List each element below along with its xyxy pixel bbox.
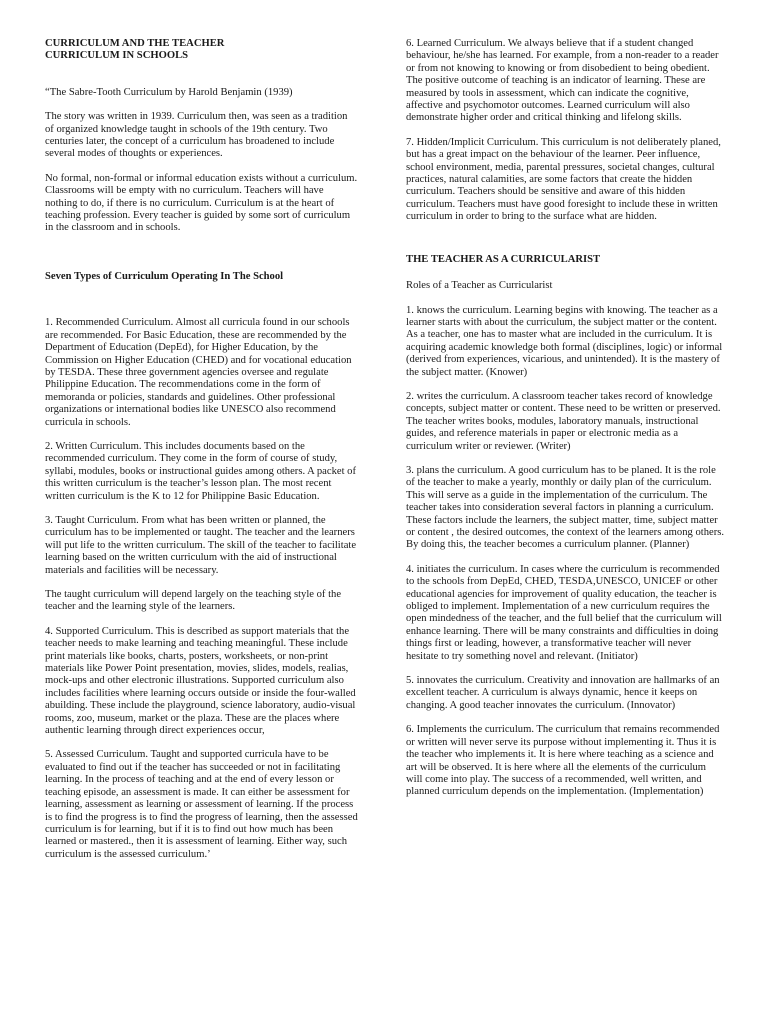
written-paragraph: 2. Written Curriculum. This includes documents based on the recommended curriculum. They come in the form of course of study, syllabi, modules, books or instructional guides among others. A packet of this written curriculum is the teacher’s lesson plan. The most recent written curriculum is the K to 12 for Philippine Basic Education. bbox=[45, 440, 356, 502]
document-title-line2: CURRICULUM IN SCHOOLS bbox=[45, 50, 189, 62]
learned-paragraph: 6. Learned Curriculum. We always believe that if a student changed behaviour, he/she has learned. For example, from a non-reader to a reader or from not knowing to knowing or from disobedient to being obedient. The positive outcome of teaching is an indicator of learning. These are measured by tools in assessment, which can indicate the cognitive, affective and psychomotor outcomes. Learned curriculum will also demonstrate higher order and critical thinking and lifelong skills. bbox=[406, 38, 719, 124]
intro-paragraph: The story was written in 1939. Curriculum then, was seen as a tradition of organized knowledge taught in schools of the 19th century. Two centuries later, the concept of a curriculum has broadened to include several modes of thoughts or experiences. bbox=[45, 111, 348, 160]
curricularist-heading: THE TEACHER AS A CURRICULARIST bbox=[406, 253, 601, 265]
implements-paragraph: 6. Implements the curriculum. The curriculum that remains recommended or written will never serve its purpose without implementing it. Thus it is the teacher who implements it. It is here where teaching as a science and art will be observed. It is here where all the elements of the curriculum will come into play. The success of a recommended, well written, and planned curriculum depends on the implementation. (Implementation) bbox=[406, 724, 720, 798]
writes-paragraph: 2. writes the curriculum. A classroom teacher takes record of knowledge concepts, subject matter or content. These need to be written or preserved. The teacher writes books, modules, laboratory manuals, instructional guides, and reference materials in paper or electronic media as a curriculum writer or reviewer. (Writer) bbox=[406, 390, 721, 452]
plans-paragraph: 3. plans the curriculum. A good curriculum has to be planed. It is the role of the teacher to make a yearly, monthly or daily plan of the curriculum. This will serve as a guide in the implementation of the curriculum. The teacher takes into consideration several factors in planning a curriculum. These factors include the learners, the subject matter, time, subject matter or content , the desired outcomes, the context of the learners among others. By doing this, the teacher becomes a curriculum planner. (Planner) bbox=[406, 464, 725, 551]
assessed-paragraph: 5. Assessed Curriculum. Taught and supported curricula have to be evaluated to find out if the teacher has succeeded or not in facilitating learning. In the process of teaching and at the end of every lesson or teaching episode, an assessment is made. It can either be assessment for learning, assessment as learning or assessment of learning. If the process is to find the progress is to find the progress of learning, then the assessed curriculum is for learning, but if it is to find out how much has been learned or mastered., then it is assessment of learning. Either way, such curriculum is the assessed curriculum.’ bbox=[45, 749, 358, 860]
quote-paragraph: “The Sabre-Tooth Curriculum by Harold Benjamin (1939) bbox=[45, 86, 293, 98]
no-formal-paragraph: No formal, non-formal or informal education exists without a curriculum. Classrooms will be empty with no curriculum. Teachers will have nothing to do, if there is no curriculum. Curriculum is at the heart of teaching profession. Every teacher is guided by some sort of curriculum in the classroom and in schools. bbox=[45, 172, 358, 234]
roles-heading: Roles of a Teacher as Curricularist bbox=[406, 280, 553, 292]
taught-paragraph: 3. Taught Curriculum. From what has been written or planned, the curriculum has to be implemented or taught. The teacher and the learners will put life to the written curriculum. The skill of the teacher to facilitate learning based on the written curriculum with the aid of instructional materials and facilities will be necessary. bbox=[45, 514, 357, 576]
innovates-paragraph: 5. innovates the curriculum. Creativity and innovation are hallmarks of an excellent teacher. A curriculum is always dynamic, hence it keeps on changing. A good teacher innovates the curriculum. (Innovator) bbox=[406, 675, 720, 711]
right-column bbox=[406, 38, 724, 811]
supported-paragraph: 4. Supported Curriculum. This is described as support materials that the teacher needs to make learning and teaching meaningful. These include print materials like books, charts, posters, worksheets, or non-print materials like Power Point presentation, movies, slides, models, realias, mock-ups and other electronic illustrations. Supported curriculum also includes facilities where learning occurs outside or inside the four-walled abuilding. These include the playground, science laboratory, audio-visual rooms, zoo, museum, market or the plaza. These are the places where authentic learning through direct experiences occur, bbox=[45, 625, 356, 737]
taught-note-paragraph: The taught curriculum will depend largely on the teaching style of the teacher and the learning style of the learners. bbox=[45, 589, 342, 613]
knows-paragraph: 1. knows the curriculum. Learning begins with knowing. The teacher as a learner starts with about the curriculum, the subject matter or the content. As a teacher, one has to master what are included in the curriculum. It is acquiring academic knowledge both formal (disciplines, logic) or informal (derived from experiences, vicarious, and unintended). It is the mastery of the subject matter. (Knower) bbox=[406, 304, 723, 378]
initiates-paragraph: 4. initiates the curriculum. In cases where the curriculum is recommended to the schools from DepEd, CHED, TESDA,UNESCO, UNICEF or other educational agencies for improvement of quality education, the teacher is obliged to implement. Implementation of a new curriculum requires the open mindedness of the teacher, and the full belief that the curriculum will enhance learning. There will be many constraints and difficulties in doing things first or leading, however, a transformative teacher will never hesitate to try something novel and relevant. (Initiator) bbox=[406, 563, 722, 662]
document-title-line1: CURRICULUM AND THE TEACHER bbox=[45, 38, 225, 49]
recommended-paragraph: 1. Recommended Curriculum. Almost all curricula found in our schools are recommended. For Basic Education, these are recommended by the Department of Education (DepEd), for Higher Education, by the Commission on Higher Education (CHED) and for vocational education by TESDA. These three government agencies oversee and regulate Philippine Education. The recommendations come in the form of memoranda or policies, standards and guidelines. Other professional organizations or international bodies like UNESCO also recommend curricula in schools. bbox=[45, 317, 352, 428]
seven-types-heading: Seven Types of Curriculum Operating In The School bbox=[45, 270, 284, 282]
left-column bbox=[45, 38, 358, 873]
hidden-paragraph: 7. Hidden/Implicit Curriculum. This curriculum is not deliberately planed, but has a great impact on the behaviour of the learner. Peer influence, school environment, media, parental pressures, societal changes, cultural practices, natural calamities, are some factors that create the hidden curriculum. Teachers should be sensitive and aware of this hidden curriculum. Teachers must have good foresight to include these in written curriculum in order to bring to the surface what are hidden. bbox=[406, 136, 721, 223]
